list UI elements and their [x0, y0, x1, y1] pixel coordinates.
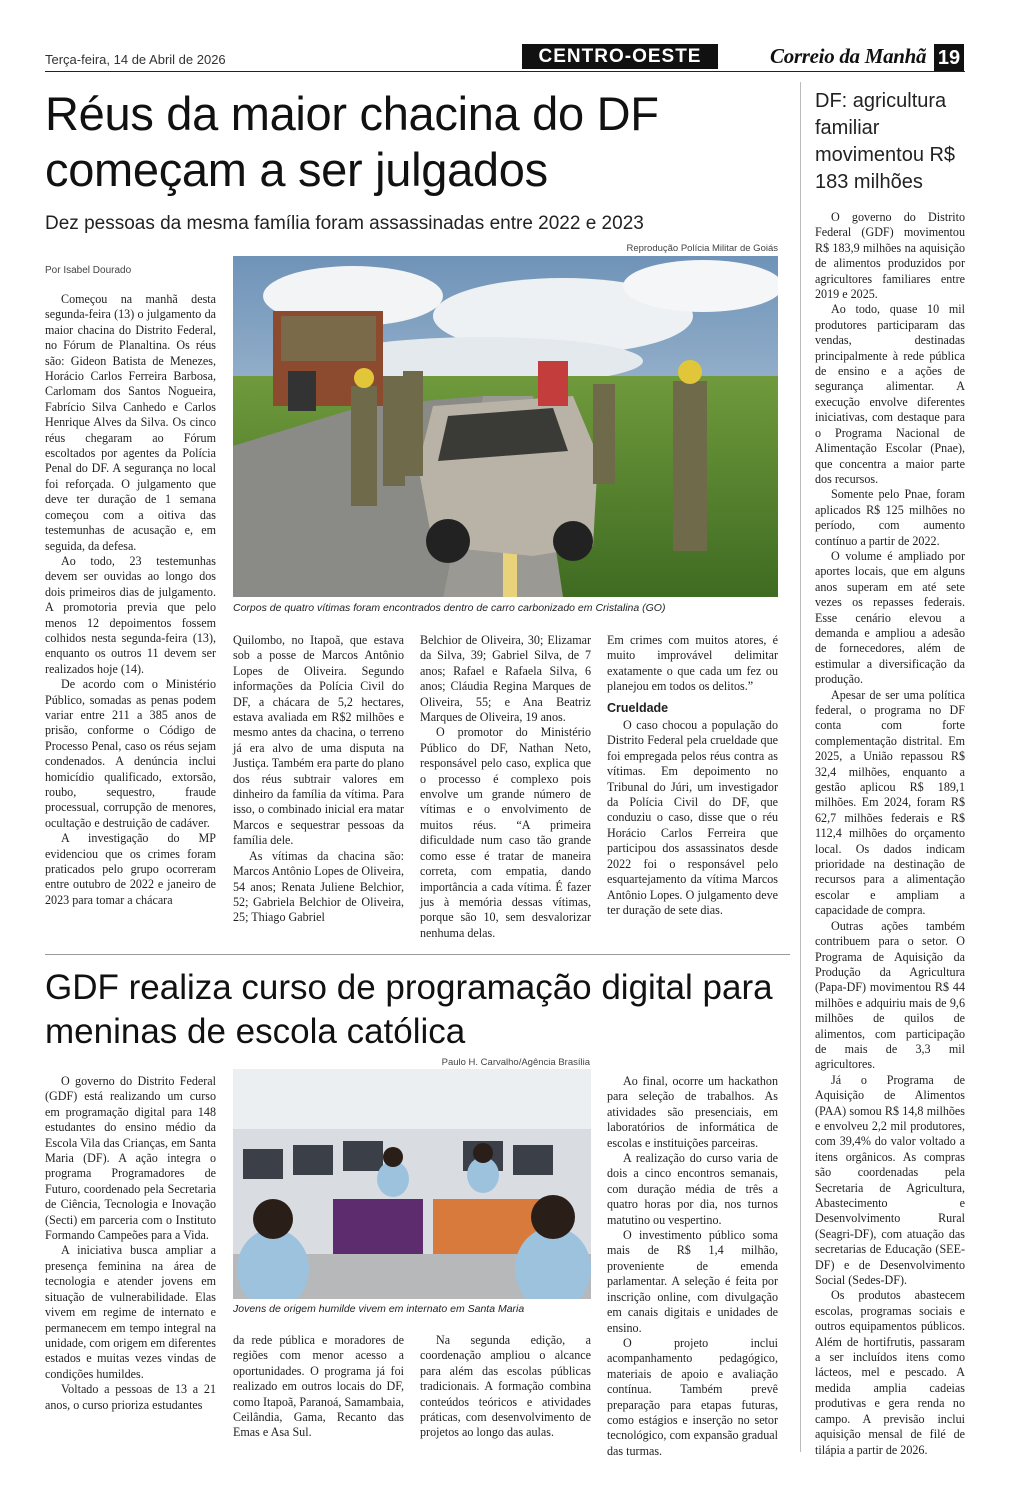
article1-column-2	[233, 633, 404, 926]
paragraph: Belchior de Oliveira, 30; Elizamar da Silva, 39; Gabriel Silva, de 7 anos; Rafael e Rafaela Silva, 6 anos; Cláudia Regina Marques de Oliveira, 55; e Ana Beatriz Marques de Oliveira, 19 anos.	[420, 633, 591, 725]
article2-column-3	[420, 1333, 591, 1441]
article1-column-1	[45, 292, 216, 908]
paragraph: O projeto inclui acompanhamento pedagógico, materiais de apoio e avaliação contínua. Também prevê preparação para etapas futuras, como estágios e inserção no setor tecnológico, com expansão gradual das turmas.	[607, 1335, 778, 1458]
paragraph: Começou na manhã desta segunda-feira (13) o julgamento da maior chacina do Distrito Federal, no Fórum de Planaltina. Os réus são: Gideon Batista de Menezes, Horácio Carlos Ferreira Barbosa, Carlomam dos Santos Nogueira, Fabrício Silva Canhedo e Carlos Henrique Alves da Silva. Os cinco réus chegaram ao Fórum escoltados por agentes da Polícia Penal do DF. A segurança no local foi reforçada. O julgamento que deve ter duração de 1 semana começou com a oitiva das testemunhas de acusação e, em seguida, da defesa.	[45, 292, 216, 553]
paragraph: Na segunda edição, a coordenação ampliou o alcance para além das escolas públicas tradicionais. A formação combina conteúdos teóricos e atividades práticas, com desenvolvimento de projetos ao longo das aulas.	[420, 1333, 591, 1440]
intertitle: Crueldade	[607, 700, 669, 715]
article2-caption: Jovens de origem humilde vivem em internato em Santa Maria	[233, 1303, 525, 1315]
article2-photo-credit: Paulo H. Carvalho/Agência Brasília	[441, 1057, 590, 1068]
article1-headline: Réus da maior chacina do DF começam a ser julgados	[45, 87, 659, 196]
paragraph: A iniciativa busca ampliar a presença feminina na área de tecnologia e atender jovens em situação de vulnerabilidade. Elas vivem em regime de internato e permanecem em tempo integral na unidade, com origem em diferentes estados e muitas vezes vindas de condições humildes.	[45, 1243, 216, 1381]
article2-column-1	[45, 1074, 216, 1413]
paragraph: A investigação do MP evidenciou que os crimes foram praticados pelo grupo ocorreram entre outubro de 2022 e janeiro de 2023 para tomar a chácara	[45, 831, 216, 907]
sidebar-divider	[800, 82, 801, 1452]
page-number: 19	[934, 44, 964, 72]
header-rule	[45, 71, 965, 72]
burned-car-photo	[233, 256, 778, 597]
paragraph: Ao todo, 23 testemunhas devem ser ouvidas ao longo dos dois primeiros dias de julgamento. A promotoria previa que pelo menos 12 depoimentos fossem colhidos nesta segunda-feira (13), enquanto os outros 11 devem ser realizados hoje (14).	[45, 553, 216, 676]
paragraph: O volume é ampliado por aportes locais, que em alguns anos superam em até sete vezes os repasses federais. Esse cenário elevou a demanda e ampliou a adesão de fornecedores, além de estimular a diversificação da produção.	[815, 548, 965, 687]
paragraph: Quilombo, no Itapoã, que estava sob a posse de Marcos Antônio Lopes de Oliveira. Segundo informações da Polícia Civil do DF, a chácara de 5,2 hectares, estava avaliada em R$2 milhões e mesmo antes da chacina, o terreno já era alvo de uma disputa na Justiça. Também era parte do plano dos réus subtrair valores em dinheiro da família da vítima. Para isso, o combinado inicial era matar Marcos e sequestrar pessoas da família dele.	[233, 633, 404, 848]
paragraph: Os produtos abastecem escolas, programas sociais e outros equipamentos públicos. Além de hortifrutis, passaram a ser incluídos itens como lácteos, mel e pescado. A medida amplia cadeias produtivas e gera renda no campo. A previsão inclui aquisição mensal de filé de tilápia a partir de 2026.	[815, 1288, 965, 1457]
paragraph: As vítimas da chacina são: Marcos Antônio Lopes de Oliveira, 54 anos; Renata Juliene Belchior, 52; Gabriela Belchior de Oliveira, 25; Thiago Gabriel	[233, 848, 404, 925]
paragraph: Voltado a pessoas de 13 a 21 anos, o curso prioriza estudantes	[45, 1382, 216, 1412]
paragraph: O governo do Distrito Federal (GDF) movimentou R$ 183,9 milhões na aquisição de alimentos produzidos por agricultores familiares entre 2019 e 2025.	[815, 210, 965, 302]
paragraph: A realização do curso varia de dois a cinco encontros semanais, com duração média de três a quatro horas por dia, nos turnos matutino ou vespertino.	[607, 1151, 778, 1227]
paragraph: Apesar de ser uma política federal, o programa no DF conta com forte complementação distrital. Em 2025, a União repassou R$ 32,4 milhões, enquanto a gestão aplicou R$ 189,1 milhões. Em 2024, foram R$ 62,7 milhões federais e R$ 112,4 milhões do orçamento local. Os dados indicam prioridade na destinação de recursos para a alimentação escolar e ampliam a capacidade de compra.	[815, 687, 965, 918]
paragraph: De acordo com o Ministério Público, somadas as penas podem variar entre 211 a 385 anos de prisão, conforme o Código de Processo Penal, caso os réus sejam condenados. A denúncia inclui homicídio qualificado, extorsão, roubo, sequestro, fraude processual, corrupção de menores, ocultação e destruição de cadáver.	[45, 677, 216, 830]
section-label: CENTRO-OESTE	[522, 44, 718, 69]
article2-headline: GDF realiza curso de programação digital para meninas de escola católica	[45, 968, 773, 1051]
article1-caption: Corpos de quatro vítimas foram encontrados dentro de carro carbonizado em Cristalina (GO)	[233, 602, 666, 614]
paragraph: Em crimes com muitos atores, é muito improvável delimitar exatamente o que cada um fez ou planejou em todos os delitos.”	[607, 633, 778, 694]
article1-photo-credit: Reprodução Polícia Militar de Goiás	[626, 243, 778, 254]
article1-photo	[233, 256, 778, 597]
paragraph: da rede pública e moradores de regiões com menor acesso a oportunidades. O programa já foi realizado em outros locais do DF, como Itapoã, Paranoá, Samambaia, Ceilândia, Gama, Recanto das Emas e Asa Sul.	[233, 1333, 404, 1440]
paragraph: Ao final, ocorre um hackathon para seleção de trabalhos. As atividades são presenciais, em laboratórios de informática de escolas e instituições parceiras.	[607, 1074, 778, 1150]
article1-column-3	[420, 633, 591, 941]
paragraph: Ao todo, quase 10 mil produtores participaram das vendas, destinadas principalmente à rede pública de ensino e a ações de segurança alimentar. A execução envolve diferentes iniciativas, com destaque para o Programa Nacional de Alimentação Escolar (Pnae), que concentra a maior parte dos recursos.	[815, 302, 965, 486]
article2-photo	[233, 1069, 591, 1299]
paragraph: O governo do Distrito Federal (GDF) está realizando um curso em programação digital para 148 estudantes do ensino médio da Escola Vila das Crianças, em Santa Maria (DF). A ação integra o programa Programadores de Futuro, coordenado pela Secretaria de Ciência, Tecnologia e Inovação (Secti) em parceria com o Instituto Formando Campeões para a Vida.	[45, 1074, 216, 1243]
edition-date: Terça-feira, 14 de Abril de 2026	[45, 52, 226, 67]
sidebar-headline: DF: agricultura familiar movimentou R$ 183 milhões	[815, 90, 956, 193]
classroom-photo	[233, 1069, 591, 1299]
paragraph: Somente pelo Pnae, foram aplicados R$ 125 milhões no período, com aumento contínuo a partir de 2022.	[815, 487, 965, 548]
paragraph: O caso chocou a população do Distrito Federal pela crueldade que foi empregada pelos réus contra as vítimas. Em depoimento no Tribunal do Júri, um investigador da Polícia Civil do DF, que conduziu o caso, disse que o réu Horácio Carlos Ferreira que participou dos assassinatos desde 2022 foi o responsável pelo esquartejamento da vítima Marcos Antônio Lopes. O julgamento deve ter duração de sete dias.	[607, 718, 778, 917]
article2-column-2	[233, 1333, 404, 1441]
article-separator	[45, 954, 790, 955]
article1-column-4	[607, 633, 778, 918]
paragraph: O promotor do Ministério Público do DF, Nathan Neto, responsável pelo caso, explica que o processo é complexo pois envolve um grande número de vítimas e o envolvimento de muitos réus. “A primeira dificuldade num caso tão grande como esse é tratar de maneira correta, com empatia, dando importância a cada vítima. É fazer jus à memória dessas vítimas, porque são 10, sem desvalorizar nenhuma delas.	[420, 725, 591, 940]
article1-byline: Por Isabel Dourado	[45, 265, 132, 276]
article2-column-4	[607, 1074, 778, 1459]
paragraph: Outras ações também contribuem para o setor. O Programa de Aquisição da Produção da Agricultura (Papa-DF) movimentou R$ 44 milhões e adquiriu mais de 9,6 milhões de quilos de alimentos, com participação de mais de 3,3 mil agricultores.	[815, 918, 965, 1072]
paragraph: O investimento público soma mais de R$ 1,4 milhão, proveniente de emenda parlamentar. A seleção é feita por inscrição online, com divulgação em canais digitais e unidades de ensino.	[607, 1228, 778, 1335]
sidebar-body	[815, 210, 965, 1458]
article1-subtitle: Dez pessoas da mesma família foram assassinadas entre 2022 e 2023	[45, 213, 644, 234]
newspaper-brand: Correio da Manhã	[770, 44, 927, 68]
paragraph: Já o Programa de Aquisição de Alimentos (PAA) somou R$ 14,8 milhões e envolveu 2,2 mil produtores, com 39,4% do valor voltado a itens orgânicos. As compras são coordenadas pela Secretaria de Agricultura, Abastecimento e Desenvolvimento Rural (Seagri-DF), com atuação das secretarias de Educação (SEE-DF) e de Desenvolvimento Social (Sedes-DF).	[815, 1072, 965, 1288]
